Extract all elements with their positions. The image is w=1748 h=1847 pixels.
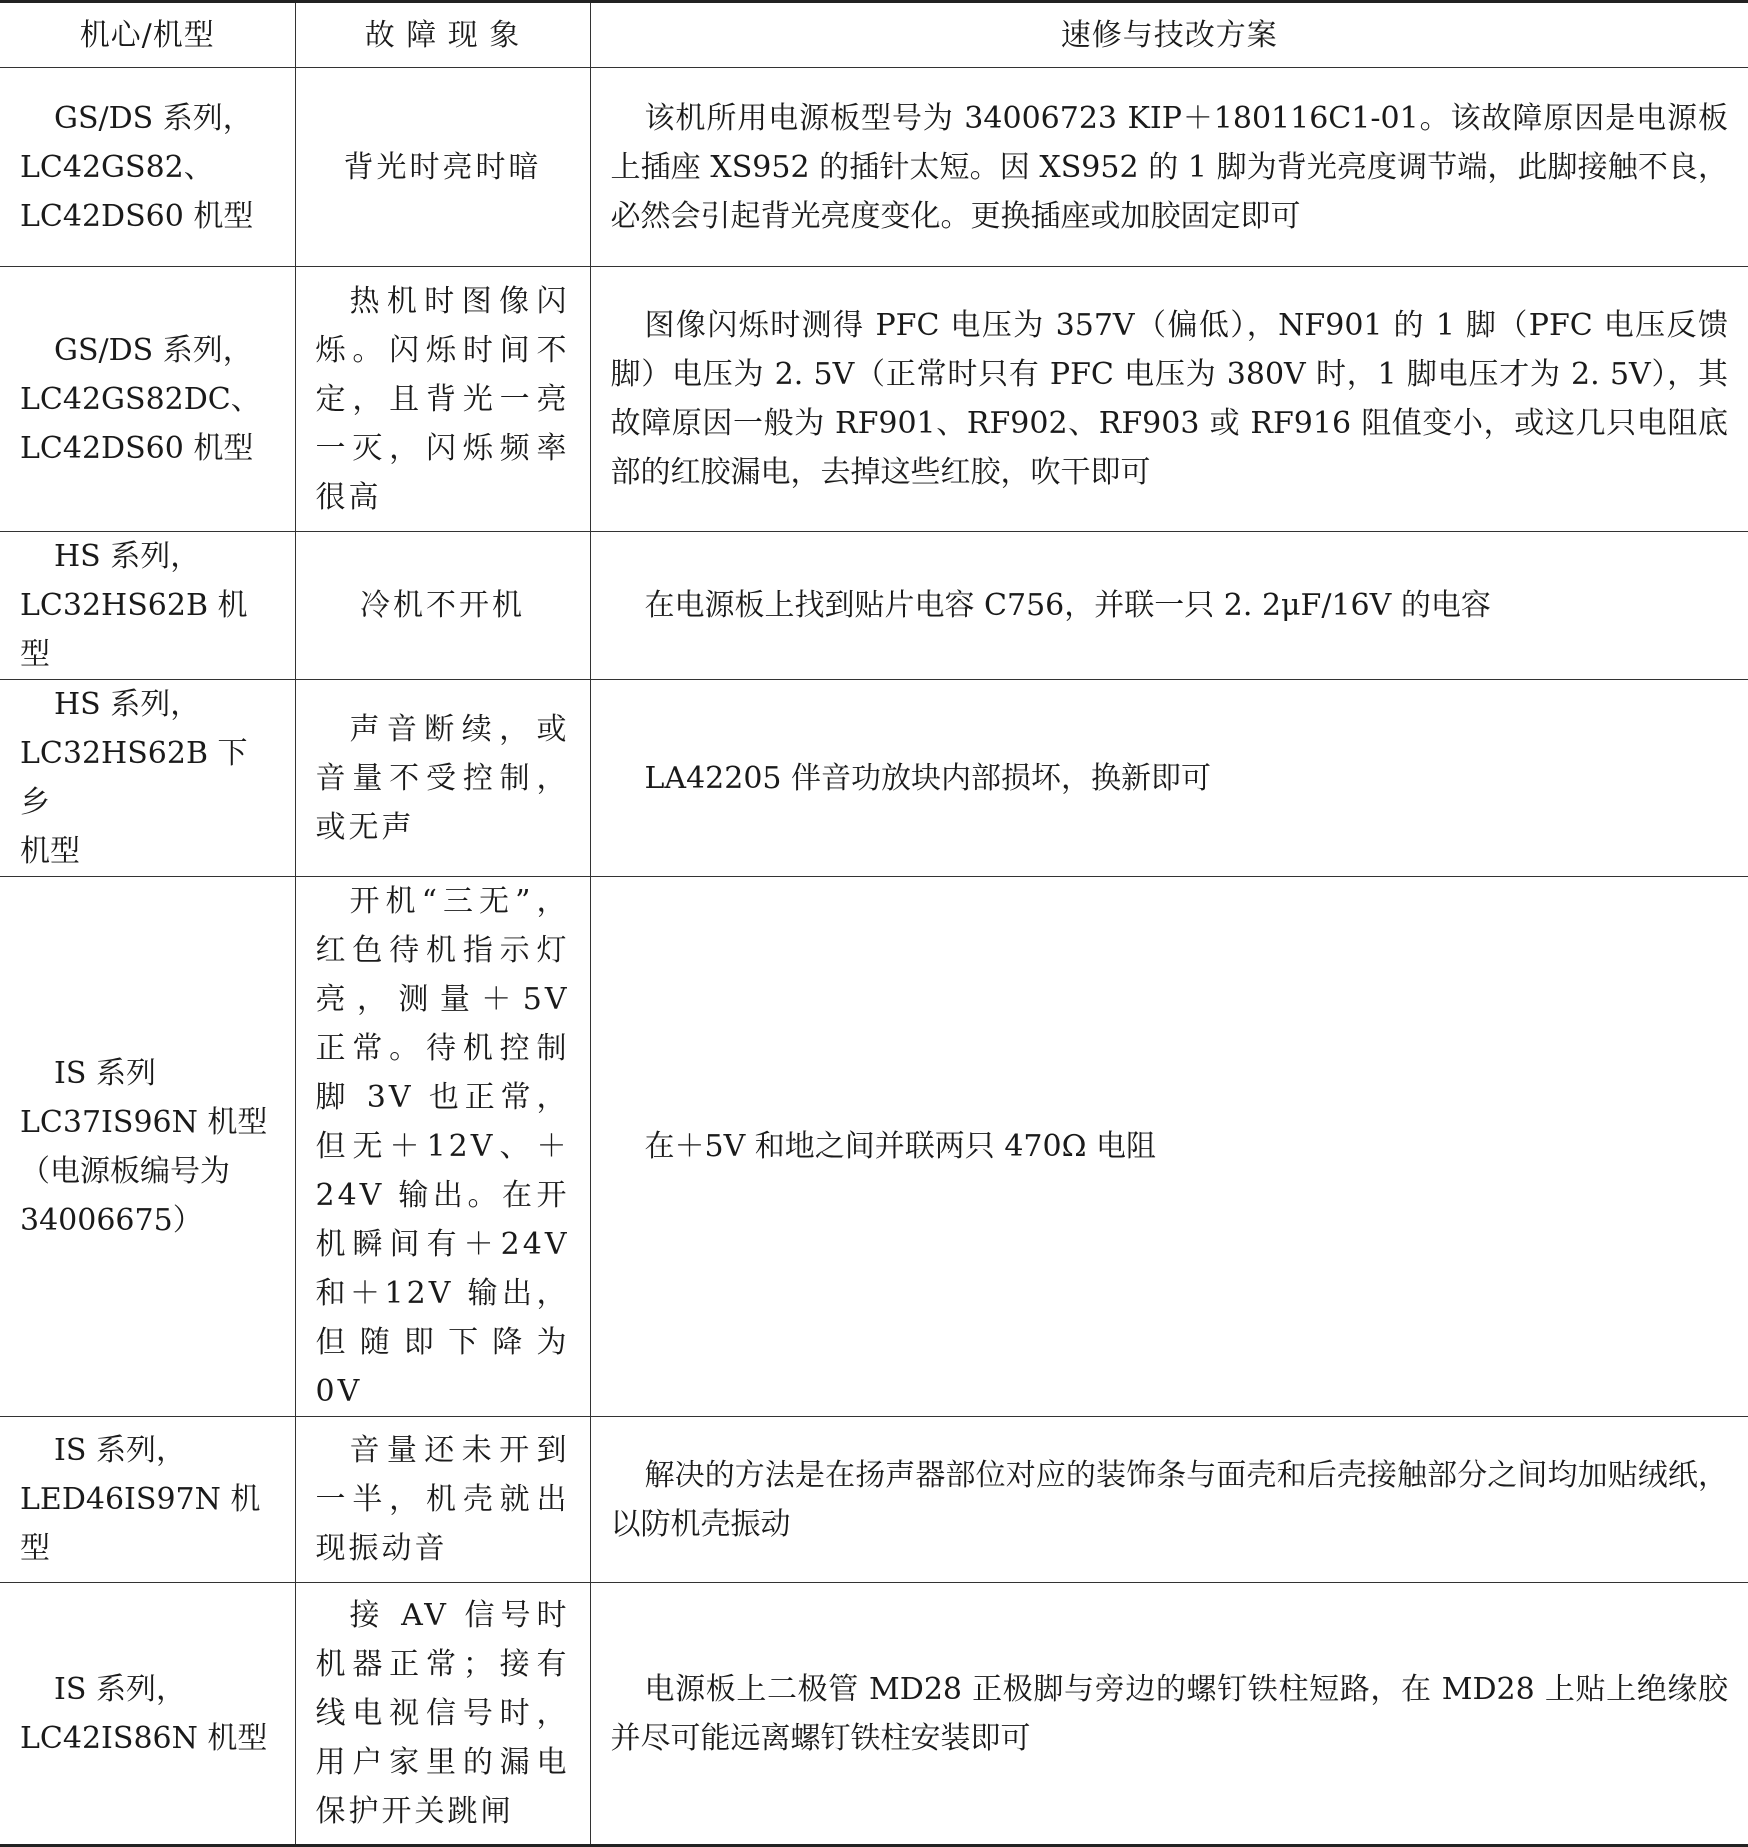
solution-cell: 解决的方法是在扬声器部位对应的装饰条与面壳和后壳接触部分之间均加贴绒纸，以防机壳振动 <box>590 1417 1748 1583</box>
symptom-cell: 热机时图像闪烁。闪烁时间不定，且背光一亮一灭，闪烁频率很高 <box>295 267 590 532</box>
header-model: 机心/机型 <box>0 2 295 68</box>
solution-cell: 在电源板上找到贴片电容 C756，并联一只 2. 2μF/16V 的电容 <box>590 532 1748 680</box>
model-line: IS 系列， <box>54 1433 186 1468</box>
table-row <box>0 680 1748 877</box>
model-line: HS 系列， <box>54 539 201 574</box>
model-line: 34006675） <box>20 1202 203 1238</box>
symptom-cell: 背光时亮时暗 <box>295 68 590 267</box>
model-cell <box>0 1417 295 1583</box>
model-cell <box>0 1583 295 1846</box>
model-line: LC42GS82、 <box>20 149 214 185</box>
model-line: 机型 <box>20 834 80 869</box>
model-line: LC42IS86N 机型 <box>20 1720 268 1756</box>
model-line: （电源板编号为 <box>20 1153 230 1189</box>
solution-cell: 在＋5V 和地之间并联两只 470Ω 电阻 <box>590 877 1748 1417</box>
header-solution: 速修与技改方案 <box>590 2 1748 68</box>
model-line: GS/DS 系列， <box>54 100 253 136</box>
model-cell <box>0 532 295 680</box>
solution-cell: 图像闪烁时测得 PFC 电压为 357V（偏低），NF901 的 1 脚（PFC 电压反馈脚）电压为 2. 5V（正常时只有 PFC 电压为 380V 时，1 脚电压才为 2. 5V），其故障原因一般为 RF901、RF902、RF903 或 RF916 阻值变小，或这几只电阻底部的红胶漏电，去掉这些红胶，吹干即可 <box>590 267 1748 532</box>
symptom-cell: 音量还未开到一半，机壳就出现振动音 <box>295 1417 590 1583</box>
model-line: LED46IS97N 机型 <box>20 1482 261 1566</box>
model-line: HS 系列， <box>54 687 201 722</box>
table-row <box>0 532 1748 680</box>
table-row <box>0 877 1748 1417</box>
table-row <box>0 1417 1748 1583</box>
model-cell <box>0 267 295 532</box>
model-line: LC42DS60 机型 <box>20 430 254 466</box>
model-line: GS/DS 系列， <box>54 332 253 368</box>
model-line: IS 系列， <box>54 1671 186 1707</box>
solution-cell: 该机所用电源板型号为 34006723 KIP＋180116C1-01。该故障原因是电源板上插座 XS952 的插针太短。因 XS952 的 1 脚为背光亮度调节端，此脚接触不良，必然会引起背光亮度变化。更换插座或加胶固定即可 <box>590 68 1748 267</box>
solution-cell: LA42205 伴音功放块内部损坏，换新即可 <box>590 680 1748 877</box>
table-row <box>0 1583 1748 1846</box>
model-cell <box>0 877 295 1417</box>
model-cell <box>0 68 295 267</box>
model-line: LC42DS60 机型 <box>20 198 254 234</box>
symptom-cell: 接 AV 信号时机器正常；接有线电视信号时，用户家里的漏电保护开关跳闸 <box>295 1583 590 1846</box>
model-cell <box>0 680 295 877</box>
model-line: LC32HS62B 机型 <box>20 588 248 672</box>
symptom-cell: 冷机不开机 <box>295 532 590 680</box>
model-line: LC37IS96N 机型 <box>20 1104 268 1140</box>
model-line: LC32HS62B 下乡 <box>20 736 248 820</box>
model-line: LC42GS82DC、 <box>20 381 261 417</box>
model-line: IS 系列 <box>54 1055 156 1091</box>
solution-cell: 电源板上二极管 MD28 正极脚与旁边的螺钉铁柱短路，在 MD28 上贴上绝缘胶并尽可能远离螺钉铁柱安装即可 <box>590 1583 1748 1846</box>
header-symptom: 故 障 现 象 <box>295 2 590 68</box>
table-row <box>0 68 1748 267</box>
table-header-row <box>0 2 1748 68</box>
symptom-cell: 开机“三无”，红色待机指示灯亮，测量＋5V 正常。待机控制脚 3V 也正常，但无＋12V、＋24V 输出。在开机瞬间有＋24V 和＋12V 输出，但随即下降为 0V <box>295 877 590 1417</box>
table-row <box>0 267 1748 532</box>
symptom-cell: 声音断续，或音量不受控制，或无声 <box>295 680 590 877</box>
